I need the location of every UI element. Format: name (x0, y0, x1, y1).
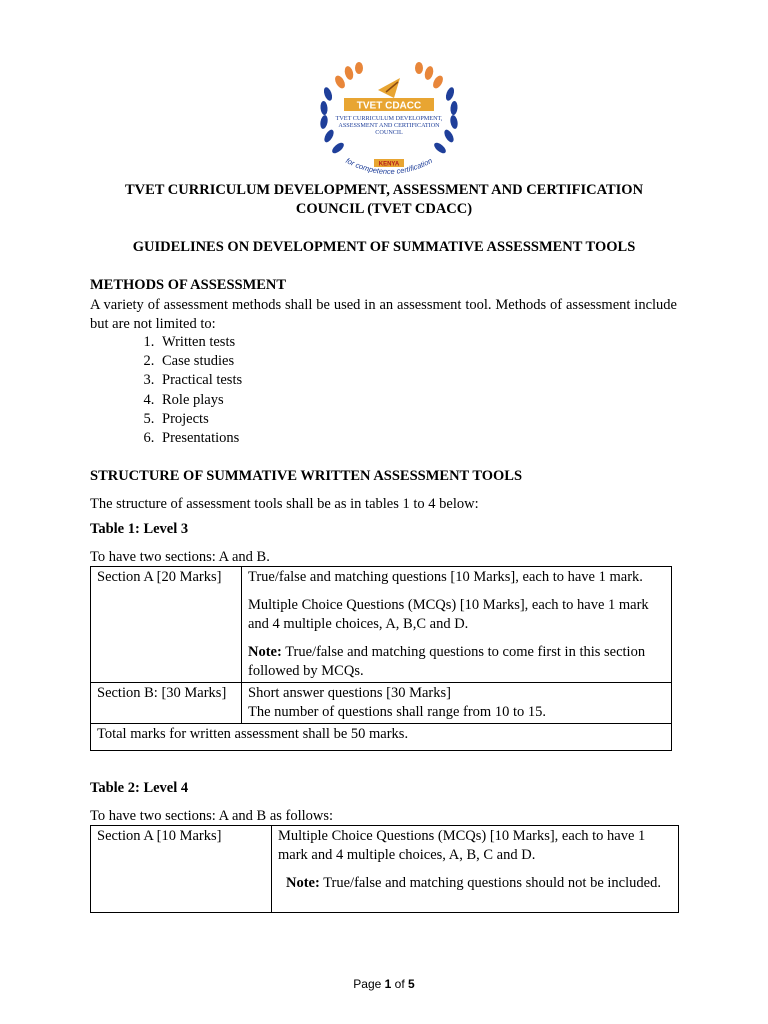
note-label: Note: (248, 644, 282, 660)
table1-sectionB-content (242, 683, 672, 724)
logo-text-line-2: ASSESSMENT AND CERTIFICATION (338, 122, 440, 129)
table1 (90, 566, 672, 751)
structure-intro: The structure of assessment tools shall be as in tables 1 to 4 below: (90, 496, 479, 512)
council-title (60, 181, 708, 219)
logo-banner-text: TVET CDACC (356, 100, 422, 112)
table1-sectionA-p2: Multiple Choice Questions (MCQs) [10 Marks], each to have 1 mark and 4 multiple choices, A, B,C and D. (248, 597, 649, 632)
logo-text-line-3: COUNCIL (375, 129, 403, 136)
methods-list-item: 2. Case studies (158, 352, 242, 371)
table1-caption: Table 1: Level 3 (90, 521, 189, 537)
table-row (91, 826, 679, 913)
table1-sectionB-line1: Short answer questions [30 Marks] (248, 685, 451, 701)
methods-list-item: 1. Written tests (158, 333, 242, 352)
table1-sectionA-content (242, 567, 672, 683)
logo-country-text: KENYA (378, 161, 400, 168)
methods-intro: A variety of assessment methods shall be used in an assessment tool. Methods of assessment include but are not limited to: (90, 297, 677, 332)
council-title-line-2: COUNCIL (TVET CDACC) (295, 201, 473, 217)
table2 (90, 825, 679, 913)
table-row (91, 724, 672, 751)
note-label: Note: (286, 875, 320, 891)
methods-heading: METHODS OF ASSESSMENT (90, 277, 287, 293)
table2-intro: To have two sections: A and B as follows: (90, 808, 334, 824)
document-subtitle: GUIDELINES ON DEVELOPMENT OF SUMMATIVE ASSESSMENT TOOLS (132, 239, 636, 255)
footer-page-total: 5 (408, 977, 415, 991)
tvet-cdacc-logo (316, 62, 462, 182)
methods-list-item: 3. Practical tests (158, 371, 242, 390)
logo-text-line-1: TVET CURRICULUM DEVELOPMENT, (335, 115, 443, 122)
table1-intro: To have two sections: A and B. (90, 549, 270, 565)
table2-sectionA-p1: Multiple Choice Questions (MCQs) [10 Marks], each to have 1 mark and 4 multiple choices, A, B, C and D. (278, 828, 646, 863)
table-row (91, 683, 672, 724)
table2-sectionA-content (272, 826, 679, 913)
table1-total: Total marks for written assessment shall be 50 marks. (91, 724, 672, 751)
table1-sectionA-p1: True/false and matching questions [10 Marks], each to have 1 mark. (248, 569, 643, 585)
council-title-line-1: TVET CURRICULUM DEVELOPMENT, ASSESSMENT AND CERTIFICATION (124, 182, 644, 198)
footer-of-word: of (394, 977, 405, 991)
methods-list-item: 4. Role plays (158, 391, 242, 410)
logo-motto-text: for competence certification (344, 155, 434, 177)
footer-page-word: Page (353, 977, 382, 991)
table1-sectionB-line2: The number of questions shall range from 10 to 15. (248, 704, 546, 720)
methods-list-item: 6. Presentations (158, 429, 242, 448)
methods-list-item: 5. Projects (158, 410, 242, 429)
table1-sectionA-note (248, 643, 665, 681)
table1-sectionA-label: Section A [20 Marks] (91, 567, 242, 683)
table1-sectionB-label: Section B: [30 Marks] (91, 683, 242, 724)
page-footer (0, 977, 768, 991)
table2-sectionA-note (278, 874, 672, 893)
methods-list (116, 333, 242, 448)
note-text: True/false and matching questions should not be included. (319, 875, 661, 891)
table-row (91, 567, 672, 683)
note-text: True/false and matching questions to come first in this section followed by MCQs. (248, 644, 646, 679)
structure-heading: STRUCTURE OF SUMMATIVE WRITTEN ASSESSMENT TOOLS (90, 468, 523, 484)
footer-page-number: 1 (384, 977, 392, 991)
table2-sectionA-label: Section A [10 Marks] (91, 826, 272, 913)
table2-caption: Table 2: Level 4 (90, 780, 189, 796)
